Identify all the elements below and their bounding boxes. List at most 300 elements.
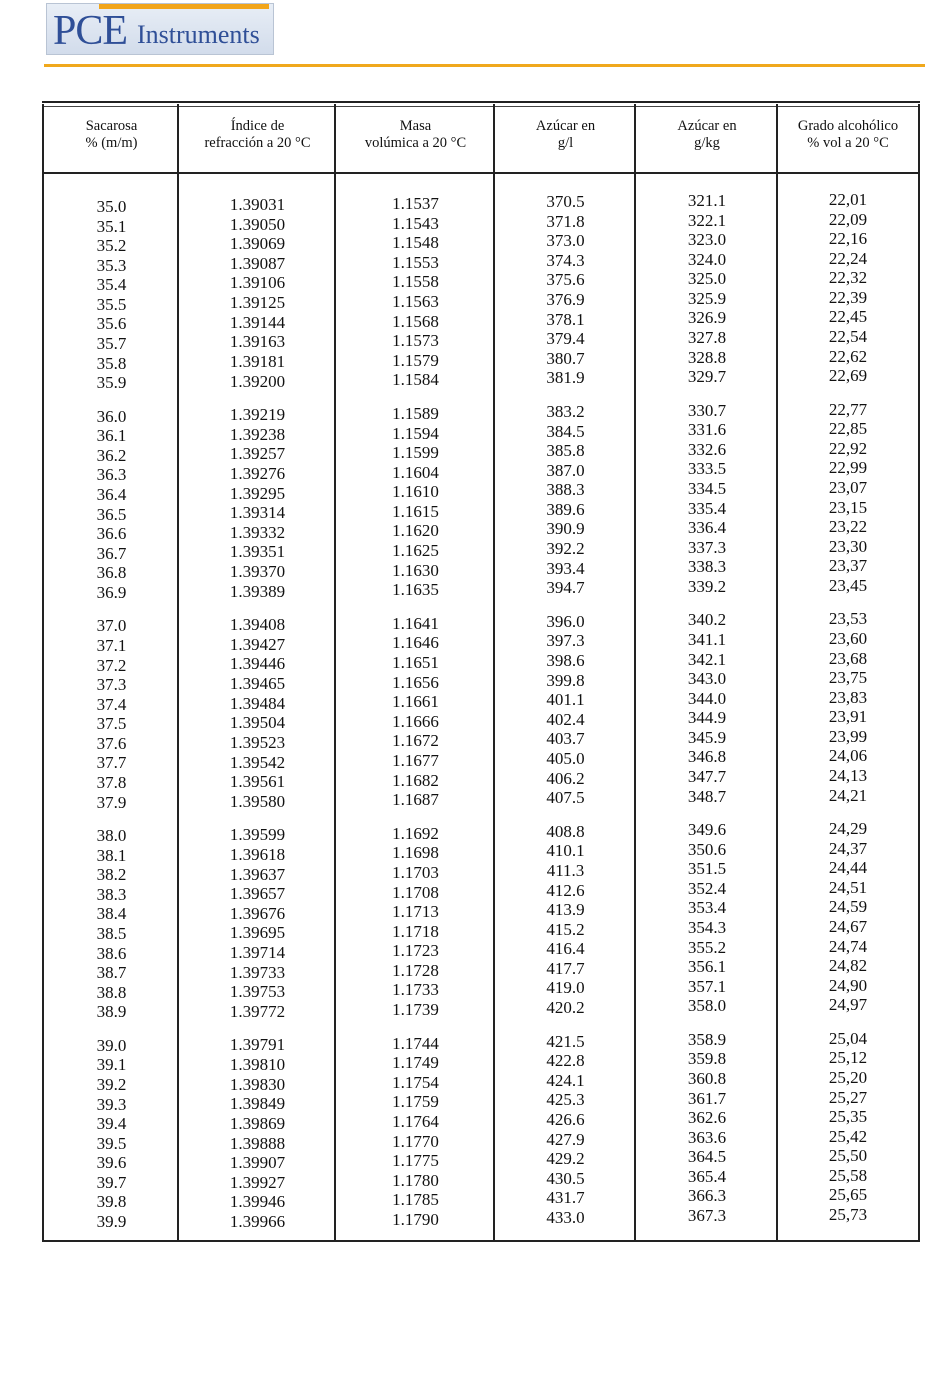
table-cell: 22,69	[828, 366, 868, 385]
table-cell: 1.1635	[392, 580, 439, 599]
table-cell: 1.39351	[229, 542, 286, 561]
table-cell: 38.8	[96, 983, 127, 1002]
table-cell: 24,51	[828, 878, 868, 897]
table-cell: 36.8	[96, 563, 127, 582]
table-cell: 35.9	[96, 373, 127, 392]
table-cell: 357.1	[687, 977, 727, 996]
table-cell: 1.39181	[229, 352, 286, 371]
table-cell: 341.1	[687, 630, 727, 649]
table-cell: 1.1764	[392, 1112, 439, 1131]
table-cell: 425.3	[546, 1090, 585, 1109]
table-cell: 1.1698	[392, 843, 439, 862]
table-cell: 394.7	[546, 578, 585, 597]
table-cell: 1.39927	[229, 1173, 286, 1192]
table-cell: 1.1599	[392, 443, 439, 462]
table-cell: 1.39219	[229, 405, 286, 424]
header-grado-alcoholico-line: % vol a 20 °C	[807, 135, 889, 151]
table-cell: 1.1692	[392, 824, 439, 843]
table-cell: 1.39523	[229, 733, 286, 752]
table-cell: 421.5	[546, 1032, 585, 1051]
table-cell: 1.39314	[229, 503, 286, 522]
table-cell: 35.6	[96, 314, 127, 333]
table-cell: 367.3	[687, 1206, 727, 1225]
table-cell: 419.0	[546, 978, 585, 997]
table-cell: 1.39810	[229, 1055, 286, 1074]
table-cell: 36.5	[96, 505, 127, 524]
table-cell: 349.6	[687, 820, 727, 839]
table-cell: 340.2	[687, 610, 727, 629]
table-cell: 1.1754	[392, 1073, 439, 1092]
table-cell: 336.4	[687, 518, 727, 537]
table-cell: 378.1	[546, 310, 585, 329]
table-cell: 322.1	[687, 211, 727, 230]
table-cell: 1.39370	[229, 562, 286, 581]
table-cell: 25,35	[828, 1107, 868, 1126]
table-cell: 331.6	[687, 420, 727, 439]
table-cell: 1.1646	[392, 633, 439, 652]
table-cell: 1.1568	[392, 312, 439, 331]
table-cell: 381.9	[546, 368, 585, 387]
table-cell: 25,42	[828, 1127, 868, 1146]
table-cell: 1.39408	[229, 615, 286, 634]
table-cell: 36.2	[96, 446, 127, 465]
table-cell: 39.1	[96, 1055, 127, 1074]
table-cell: 1.39946	[229, 1192, 286, 1211]
table-cell: 346.8	[687, 747, 727, 766]
table-cell: 366.3	[687, 1186, 727, 1205]
table-cell: 24,97	[828, 995, 868, 1014]
table-cell: 1.39144	[229, 313, 286, 332]
col-azucar-gl	[495, 0, 636, 1240]
table-cell: 370.5	[546, 192, 585, 211]
table-cell: 38.0	[96, 826, 127, 845]
table-cell: 1.39676	[229, 904, 286, 923]
table-cell: 359.8	[687, 1049, 727, 1068]
table-cell: 38.5	[96, 924, 127, 943]
header-indice-refraccion-line: Índice de	[230, 118, 285, 134]
table-cell: 22,16	[828, 229, 868, 248]
table-cell: 407.5	[546, 788, 585, 807]
table-cell: 350.6	[687, 840, 727, 859]
table-cell: 324.0	[687, 250, 727, 269]
header-azucar-gl-line: g/l	[557, 135, 574, 151]
table-cell: 1.39714	[229, 943, 286, 962]
table-cell: 361.7	[687, 1089, 727, 1108]
table-cell: 35.8	[96, 354, 127, 373]
table-cell: 343.0	[687, 669, 727, 688]
table-cell: 1.1620	[392, 521, 439, 540]
table-cell: 1.1759	[392, 1092, 439, 1111]
table-cell: 1.39446	[229, 654, 286, 673]
table-cell: 36.7	[96, 544, 127, 563]
table-cell: 360.8	[687, 1069, 727, 1088]
table-cell: 39.0	[96, 1036, 127, 1055]
table-cell: 22,39	[828, 288, 868, 307]
table-cell: 1.39849	[229, 1094, 286, 1113]
table-cell: 333.5	[687, 459, 727, 478]
table-cell: 325.0	[687, 269, 727, 288]
table-cell: 1.39830	[229, 1075, 286, 1094]
table-cell: 337.3	[687, 538, 727, 557]
table-cell: 38.2	[96, 865, 127, 884]
table-cell: 36.9	[96, 583, 127, 602]
table-cell: 1.1770	[392, 1132, 439, 1151]
table-cell: 1.1543	[392, 214, 439, 233]
table-cell: 22,32	[828, 268, 868, 287]
table-cell: 420.2	[546, 998, 585, 1017]
table-cell: 37.3	[96, 675, 127, 694]
header-azucar-gl-line: Azúcar en	[535, 118, 596, 134]
table-cell: 25,12	[828, 1048, 868, 1067]
table-cell: 35.5	[96, 295, 127, 314]
table-cell: 1.39332	[229, 523, 286, 542]
table-cell: 22,01	[828, 190, 868, 209]
table-cell: 38.3	[96, 885, 127, 904]
table-cell: 23,45	[828, 576, 868, 595]
col-sacarosa	[44, 0, 179, 1240]
table-cell: 1.1651	[392, 653, 439, 672]
header-grado-alcoholico-line: Grado alcohólico	[797, 118, 899, 134]
logo-main-text: PCE	[53, 8, 128, 54]
table-cell: 1.1661	[392, 692, 439, 711]
table-cell: 37.4	[96, 695, 127, 714]
table-cell: 23,30	[828, 537, 868, 556]
table-cell: 39.6	[96, 1153, 127, 1172]
table-cell: 344.9	[687, 708, 727, 727]
table-cell: 1.1785	[392, 1190, 439, 1209]
table-cell: 1.1672	[392, 731, 439, 750]
table-cell: 362.6	[687, 1108, 727, 1127]
table-cell: 1.1677	[392, 751, 439, 770]
table-cell: 1.1615	[392, 502, 439, 521]
table-cell: 384.5	[546, 422, 585, 441]
table-cell: 23,83	[828, 688, 868, 707]
table-cell: 24,29	[828, 819, 868, 838]
table-cell: 22,24	[828, 249, 868, 268]
table-cell: 358.9	[687, 1030, 727, 1049]
table-cell: 37.5	[96, 714, 127, 733]
table-cell: 1.39504	[229, 713, 286, 732]
table-cell: 25,27	[828, 1088, 868, 1107]
table-cell: 36.3	[96, 465, 127, 484]
table-cell: 403.7	[546, 729, 585, 748]
table-cell: 1.1713	[392, 902, 439, 921]
table-cell: 1.39257	[229, 444, 286, 463]
table-cell: 342.1	[687, 650, 727, 669]
table-cell: 23,99	[828, 727, 868, 746]
table-cell: 39.4	[96, 1114, 127, 1133]
table-cell: 427.9	[546, 1130, 585, 1149]
header-masa-volumica-line: Masa	[399, 118, 432, 134]
table-cell: 1.1718	[392, 922, 439, 941]
table-cell: 35.3	[96, 256, 127, 275]
table-cell: 24,06	[828, 746, 868, 765]
table-cell: 388.3	[546, 480, 585, 499]
table-cell: 339.2	[687, 577, 727, 596]
table-cell: 36.4	[96, 485, 127, 504]
table-cell: 22,77	[828, 400, 868, 419]
table-cell: 325.9	[687, 289, 727, 308]
table-cell: 383.2	[546, 402, 585, 421]
table-cell: 24,37	[828, 839, 868, 858]
table-cell: 327.8	[687, 328, 727, 347]
table-cell: 23,60	[828, 629, 868, 648]
table-cell: 1.1703	[392, 863, 439, 882]
table-cell: 22,09	[828, 210, 868, 229]
table-cell: 24,13	[828, 766, 868, 785]
table-cell: 1.1775	[392, 1151, 439, 1170]
table-cell: 1.39753	[229, 982, 286, 1001]
table-cell: 1.1573	[392, 331, 439, 350]
table-cell: 22,62	[828, 347, 868, 366]
header-masa-volumica-line: volúmica a 20 °C	[364, 135, 467, 151]
table-cell: 1.39966	[229, 1212, 286, 1231]
table-cell: 25,50	[828, 1146, 868, 1165]
table-cell: 23,68	[828, 649, 868, 668]
table-cell: 24,21	[828, 786, 868, 805]
table-cell: 1.39200	[229, 372, 286, 391]
table-cell: 25,58	[828, 1166, 868, 1185]
table-cell: 35.7	[96, 334, 127, 353]
table-cell: 1.39087	[229, 254, 286, 273]
table-cell: 1.1584	[392, 370, 439, 389]
table-cell: 433.0	[546, 1208, 585, 1227]
table-cell: 1.39618	[229, 845, 286, 864]
table-cell: 38.6	[96, 944, 127, 963]
table-cell: 1.1537	[392, 194, 439, 213]
table-cell: 352.4	[687, 879, 727, 898]
table-cell: 1.39484	[229, 694, 286, 713]
table-cell: 1.1749	[392, 1053, 439, 1072]
table-cell: 1.39389	[229, 582, 286, 601]
table-cell: 321.1	[687, 191, 727, 210]
table-cell: 1.1563	[392, 292, 439, 311]
table-cell: 36.1	[96, 426, 127, 445]
table-cell: 1.1682	[392, 771, 439, 790]
table-cell: 405.0	[546, 749, 585, 768]
table-cell: 1.1604	[392, 463, 439, 482]
table-cell: 422.8	[546, 1051, 585, 1070]
table-cell: 345.9	[687, 728, 727, 747]
table-cell: 1.1594	[392, 424, 439, 443]
table-cell: 23,22	[828, 517, 868, 536]
col-grado-alcoholico	[778, 0, 918, 1240]
table-cell: 39.9	[96, 1212, 127, 1231]
table-cell: 326.9	[687, 308, 727, 327]
table-cell: 385.8	[546, 441, 585, 460]
table-cell: 1.39465	[229, 674, 286, 693]
table-cell: 330.7	[687, 401, 727, 420]
table-cell: 22,99	[828, 458, 868, 477]
table-cell: 373.0	[546, 231, 585, 250]
table-cell: 1.39657	[229, 884, 286, 903]
table-cell: 412.6	[546, 881, 585, 900]
table-cell: 39.2	[96, 1075, 127, 1094]
table-cell: 39.3	[96, 1095, 127, 1114]
table-cell: 37.9	[96, 793, 127, 812]
table-cell: 355.2	[687, 938, 727, 957]
table-cell: 1.1625	[392, 541, 439, 560]
table-cell: 1.39295	[229, 484, 286, 503]
table-cell: 1.1708	[392, 883, 439, 902]
table-cell: 1.1733	[392, 980, 439, 999]
table-cell: 411.3	[546, 861, 585, 880]
table-cell: 38.9	[96, 1002, 127, 1021]
table-cell: 1.1610	[392, 482, 439, 501]
table-cell: 415.2	[546, 920, 585, 939]
table-cell: 1.39733	[229, 963, 286, 982]
table-cell: 379.4	[546, 329, 585, 348]
table-cell: 1.1558	[392, 272, 439, 291]
table-cell: 392.2	[546, 539, 585, 558]
table-cell: 406.2	[546, 769, 585, 788]
table-cell: 24,82	[828, 956, 868, 975]
table-cell: 1.1641	[392, 614, 439, 633]
table-cell: 35.0	[96, 197, 127, 216]
table-cell: 22,45	[828, 307, 868, 326]
table-cell: 390.9	[546, 519, 585, 538]
table-cell: 1.1656	[392, 673, 439, 692]
table-cell: 1.1790	[392, 1210, 439, 1229]
table-cell: 37.1	[96, 636, 127, 655]
header-azucar-gkg-line: Azúcar en	[677, 118, 737, 134]
table-cell: 356.1	[687, 957, 727, 976]
logo-sub-text: Instruments	[137, 20, 260, 49]
table-cell: 39.8	[96, 1192, 127, 1211]
table-cell: 39.7	[96, 1173, 127, 1192]
table-cell: 371.8	[546, 212, 585, 231]
table-cell: 387.0	[546, 461, 585, 480]
table-cell: 417.7	[546, 959, 585, 978]
table-cell: 24,67	[828, 917, 868, 936]
table-cell: 23,15	[828, 498, 868, 517]
table-cell: 1.39276	[229, 464, 286, 483]
table-cell: 354.3	[687, 918, 727, 937]
table-cell: 24,59	[828, 897, 868, 916]
table-cell: 334.5	[687, 479, 727, 498]
table-cell: 402.4	[546, 710, 585, 729]
table-cell: 401.1	[546, 690, 585, 709]
table-cell: 37.6	[96, 734, 127, 753]
table-cell: 23,91	[828, 707, 868, 726]
table-cell: 329.7	[687, 367, 727, 386]
table-cell: 37.7	[96, 753, 127, 772]
table-cell: 323.0	[687, 230, 727, 249]
table-cell: 375.6	[546, 270, 585, 289]
table-cell: 22,85	[828, 419, 868, 438]
table-cell: 416.4	[546, 939, 585, 958]
table-cell: 24,90	[828, 976, 868, 995]
table-cell: 410.1	[546, 841, 585, 860]
table-cell: 39.5	[96, 1134, 127, 1153]
table-cell: 351.5	[687, 859, 727, 878]
table-cell: 22,92	[828, 439, 868, 458]
table-cell: 35.2	[96, 236, 127, 255]
table-cell: 1.39561	[229, 772, 286, 791]
table-cell: 1.1780	[392, 1171, 439, 1190]
header-sacarosa-line: Sacarosa	[85, 118, 138, 134]
table-cell: 35.4	[96, 275, 127, 294]
table-cell: 335.4	[687, 499, 727, 518]
header-sacarosa-line: % (m/m)	[85, 135, 138, 151]
table-cell: 393.4	[546, 559, 585, 578]
table-cell: 1.1548	[392, 233, 439, 252]
table-cell: 22,54	[828, 327, 868, 346]
table-cell: 1.1630	[392, 561, 439, 580]
table-cell: 24,44	[828, 858, 868, 877]
table-cell: 430.5	[546, 1169, 585, 1188]
table-cell: 328.8	[687, 348, 727, 367]
table-cell: 23,53	[828, 609, 868, 628]
table-cell: 1.39580	[229, 792, 286, 811]
table-cell: 1.39125	[229, 293, 286, 312]
table-cell: 397.3	[546, 631, 585, 650]
table-cell: 348.7	[687, 787, 727, 806]
col-azucar-gkg	[636, 0, 778, 1240]
table-cell: 332.6	[687, 440, 727, 459]
col-masa-volumica	[336, 0, 495, 1240]
table-cell: 1.39888	[229, 1134, 286, 1153]
table-cell: 23,75	[828, 668, 868, 687]
table-cell: 1.1723	[392, 941, 439, 960]
table-cell: 1.1666	[392, 712, 439, 731]
table-cell: 374.3	[546, 251, 585, 270]
header-azucar-gkg-line: g/kg	[694, 135, 720, 151]
table-cell: 25,20	[828, 1068, 868, 1087]
table-cell: 37.8	[96, 773, 127, 792]
table-cell: 1.39106	[229, 273, 286, 292]
table-cell: 344.0	[687, 689, 727, 708]
table-cell: 338.3	[687, 557, 727, 576]
table-cell: 413.9	[546, 900, 585, 919]
table-cell: 1.39427	[229, 635, 286, 654]
table-cell: 38.1	[96, 846, 127, 865]
table-cell: 1.1744	[392, 1034, 439, 1053]
table-cell: 1.39542	[229, 753, 286, 772]
table-cell: 35.1	[96, 217, 127, 236]
table-cell: 1.39695	[229, 923, 286, 942]
table-cell: 408.8	[546, 822, 585, 841]
table-cell: 38.4	[96, 904, 127, 923]
table-cell: 1.39050	[229, 215, 286, 234]
table-cell: 1.1739	[392, 1000, 439, 1019]
table-cell: 23,07	[828, 478, 868, 497]
table-cell: 1.39791	[229, 1035, 286, 1054]
table-cell: 396.0	[546, 612, 585, 631]
table-cell: 1.39238	[229, 425, 286, 444]
table-cell: 1.1728	[392, 961, 439, 980]
table-cell: 1.39163	[229, 332, 286, 351]
table-cell: 1.1687	[392, 790, 439, 809]
table-cell: 399.8	[546, 671, 585, 690]
col-indice-refraccion	[179, 0, 336, 1240]
table-cell: 380.7	[546, 349, 585, 368]
table-cell: 25,04	[828, 1029, 868, 1048]
table-cell: 364.5	[687, 1147, 727, 1166]
table-cell: 1.1589	[392, 404, 439, 423]
table-cell: 347.7	[687, 767, 727, 786]
table-cell: 1.39069	[229, 234, 286, 253]
table-cell: 1.39031	[229, 195, 286, 214]
table-cell: 1.39599	[229, 825, 286, 844]
table-cell: 398.6	[546, 651, 585, 670]
table-cell: 353.4	[687, 898, 727, 917]
table-cell: 1.39869	[229, 1114, 286, 1133]
table-cell: 25,73	[828, 1205, 868, 1224]
table-cell: 358.0	[687, 996, 727, 1015]
table-cell: 424.1	[546, 1071, 585, 1090]
table-cell: 389.6	[546, 500, 585, 519]
